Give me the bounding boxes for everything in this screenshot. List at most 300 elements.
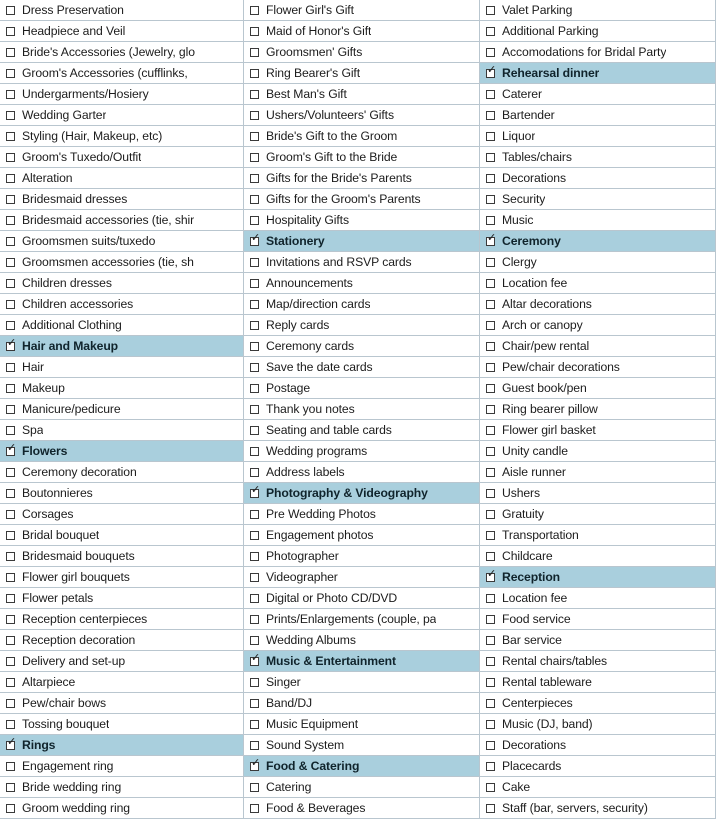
checkbox-icon[interactable] — [6, 552, 15, 561]
checkbox-icon[interactable] — [6, 531, 15, 540]
checklist-row[interactable] — [244, 798, 480, 819]
checked-checkbox-icon[interactable] — [6, 741, 15, 750]
checklist-row[interactable] — [480, 294, 716, 315]
checkbox-icon[interactable] — [486, 678, 495, 687]
checklist-item-label: Postage — [266, 381, 311, 395]
checklist-item-label: Hair and Makeup — [22, 339, 119, 353]
checklist-item-label: Guest book/pen — [502, 381, 587, 395]
checkbox-icon[interactable] — [6, 657, 15, 666]
checkbox-icon[interactable] — [6, 720, 15, 729]
checkbox-icon[interactable] — [486, 426, 495, 435]
checklist-row[interactable] — [244, 336, 480, 357]
checklist-row[interactable] — [244, 105, 480, 126]
checklist-row[interactable] — [0, 231, 244, 252]
checklist-row[interactable] — [480, 588, 716, 609]
checkbox-icon[interactable] — [6, 573, 15, 582]
checklist-row[interactable] — [244, 630, 480, 651]
checklist-item-label: Chair/pew rental — [502, 339, 590, 353]
checkbox-icon[interactable] — [6, 258, 15, 267]
checkbox-icon[interactable] — [6, 510, 15, 519]
checklist-item-label: Reception centerpieces — [22, 612, 148, 626]
checkbox-icon[interactable] — [6, 195, 15, 204]
checklist-row[interactable] — [244, 0, 480, 21]
checklist-row[interactable] — [244, 462, 480, 483]
checklist-item-label: Accomodations for Bridal Party — [502, 45, 667, 59]
checkbox-icon[interactable] — [6, 678, 15, 687]
checklist-item-label: Ceremony cards — [266, 339, 355, 353]
checklist-row[interactable] — [0, 84, 244, 105]
checklist-row[interactable] — [244, 735, 480, 756]
checklist-row[interactable] — [244, 189, 480, 210]
checklist-row[interactable] — [480, 189, 716, 210]
checklist-item-label: Ring bearer pillow — [502, 402, 598, 416]
checklist-item-label: Invitations and RSVP cards — [266, 255, 412, 269]
checklist-row[interactable] — [244, 378, 480, 399]
checkbox-icon[interactable] — [486, 174, 495, 183]
checkbox-icon[interactable] — [486, 195, 495, 204]
checklist-row[interactable] — [480, 483, 716, 504]
checklist-row[interactable] — [0, 147, 244, 168]
checklist-row[interactable] — [244, 63, 480, 84]
checkbox-icon[interactable] — [6, 237, 15, 246]
checklist-item-label: Photographer — [266, 549, 339, 563]
checklist-item-label: Prints/Enlargements (couple, pa — [266, 612, 437, 626]
checkbox-icon[interactable] — [6, 27, 15, 36]
checklist-row[interactable] — [480, 630, 716, 651]
checkbox-icon[interactable] — [250, 195, 259, 204]
checklist-row[interactable] — [0, 378, 244, 399]
checkbox-icon[interactable] — [6, 279, 15, 288]
checkbox-icon[interactable] — [486, 552, 495, 561]
checklist-row[interactable] — [244, 714, 480, 735]
checkbox-icon[interactable] — [486, 510, 495, 519]
checkbox-icon[interactable] — [6, 90, 15, 99]
checklist-section-header[interactable] — [480, 231, 716, 252]
checkbox-icon[interactable] — [250, 804, 259, 813]
checklist-row[interactable] — [480, 273, 716, 294]
checklist-item-label: Wedding Albums — [266, 633, 356, 647]
checkbox-icon[interactable] — [486, 6, 495, 15]
checkbox-icon[interactable] — [250, 573, 259, 582]
checkbox-icon[interactable] — [486, 216, 495, 225]
checkbox-icon[interactable] — [250, 300, 259, 309]
checkbox-icon[interactable] — [6, 300, 15, 309]
checkbox-icon[interactable] — [6, 363, 15, 372]
checkbox-icon[interactable] — [486, 300, 495, 309]
checklist-item-label: Maid of Honor's Gift — [266, 24, 372, 38]
checkbox-icon[interactable] — [250, 174, 259, 183]
checklist-item-label: Corsages — [22, 507, 74, 521]
checklist-item-label: Transportation — [502, 528, 579, 542]
checklist-item-label: Aisle runner — [502, 465, 566, 479]
checkbox-icon[interactable] — [486, 720, 495, 729]
checklist-row[interactable] — [244, 525, 480, 546]
checkbox-icon[interactable] — [486, 657, 495, 666]
checkbox-icon[interactable] — [6, 699, 15, 708]
checklist-item-label: Music & Entertainment — [266, 654, 396, 668]
checkbox-icon[interactable] — [250, 447, 259, 456]
checklist-item-label: Pew/chair bows — [22, 696, 106, 710]
checklist-row[interactable] — [244, 672, 480, 693]
checklist-row[interactable] — [480, 798, 716, 819]
checklist-row[interactable] — [480, 252, 716, 273]
checklist-row[interactable] — [480, 441, 716, 462]
checkbox-icon[interactable] — [486, 615, 495, 624]
checkbox-icon[interactable] — [250, 321, 259, 330]
checkbox-icon[interactable] — [6, 762, 15, 771]
checklist-row[interactable] — [0, 189, 244, 210]
checklist-row[interactable] — [0, 630, 244, 651]
checklist-item-label: Flower petals — [22, 591, 94, 605]
checkbox-icon[interactable] — [486, 804, 495, 813]
checklist-row[interactable] — [0, 651, 244, 672]
checked-checkbox-icon[interactable] — [486, 237, 495, 246]
checklist-section-header[interactable] — [0, 441, 244, 462]
checkbox-icon[interactable] — [6, 636, 15, 645]
checklist-item-label: Clergy — [502, 255, 537, 269]
checklist-row[interactable] — [244, 609, 480, 630]
checklist-row[interactable] — [244, 315, 480, 336]
checklist-row[interactable] — [244, 567, 480, 588]
checklist-row[interactable] — [0, 567, 244, 588]
checkbox-icon[interactable] — [250, 678, 259, 687]
checklist-item-label: Digital or Photo CD/DVD — [266, 591, 398, 605]
checklist-row[interactable] — [0, 294, 244, 315]
checklist-row[interactable] — [480, 399, 716, 420]
checklist-row[interactable] — [244, 399, 480, 420]
checklist-row[interactable] — [0, 252, 244, 273]
checkbox-icon[interactable] — [6, 384, 15, 393]
checkbox-icon[interactable] — [486, 783, 495, 792]
checkbox-icon[interactable] — [250, 510, 259, 519]
checkbox-icon[interactable] — [486, 489, 495, 498]
checklist-item-label: Bar service — [502, 633, 562, 647]
checklist-row[interactable] — [0, 693, 244, 714]
checkbox-icon[interactable] — [250, 405, 259, 414]
checklist-row[interactable] — [0, 42, 244, 63]
checkbox-icon[interactable] — [6, 111, 15, 120]
checklist-item-label: Ring Bearer's Gift — [266, 66, 360, 80]
checkbox-icon[interactable] — [486, 258, 495, 267]
checked-checkbox-icon[interactable] — [250, 762, 259, 771]
checkbox-icon[interactable] — [486, 342, 495, 351]
checkbox-icon[interactable] — [250, 552, 259, 561]
checklist-row[interactable] — [244, 693, 480, 714]
checkbox-icon[interactable] — [250, 48, 259, 57]
checklist-item-label: Singer — [266, 675, 301, 689]
checkbox-icon[interactable] — [6, 615, 15, 624]
checkbox-icon[interactable] — [486, 27, 495, 36]
checklist-row[interactable] — [480, 84, 716, 105]
checkbox-icon[interactable] — [250, 27, 259, 36]
checklist-row[interactable] — [0, 714, 244, 735]
checklist-item-label: Dress Preservation — [22, 3, 124, 17]
checkbox-icon[interactable] — [6, 153, 15, 162]
checkbox-icon[interactable] — [486, 384, 495, 393]
checkbox-icon[interactable] — [486, 405, 495, 414]
checklist-row[interactable] — [480, 609, 716, 630]
checklist-item-label: Groom wedding ring — [22, 801, 130, 815]
checklist-item-label: Styling (Hair, Makeup, etc) — [22, 129, 163, 143]
checkbox-icon[interactable] — [250, 720, 259, 729]
checklist-row[interactable] — [244, 588, 480, 609]
checklist-row[interactable] — [0, 420, 244, 441]
checklist-row[interactable] — [0, 462, 244, 483]
checklist-row[interactable] — [480, 777, 716, 798]
checklist-row[interactable] — [0, 63, 244, 84]
checklist-row[interactable] — [244, 420, 480, 441]
checklist-row[interactable] — [0, 21, 244, 42]
checklist-item-label: Groomsmen suits/tuxedo — [22, 234, 156, 248]
checklist-item-label: Arch or canopy — [502, 318, 583, 332]
checklist-row[interactable] — [0, 777, 244, 798]
checklist-row[interactable] — [0, 168, 244, 189]
checkbox-icon[interactable] — [486, 762, 495, 771]
checklist-row[interactable] — [0, 315, 244, 336]
checked-checkbox-icon[interactable] — [6, 342, 15, 351]
checkbox-icon[interactable] — [250, 153, 259, 162]
checklist-row[interactable] — [0, 0, 244, 21]
checkbox-icon[interactable] — [486, 741, 495, 750]
checklist-item-label: Undergarments/Hosiery — [22, 87, 149, 101]
checkbox-icon[interactable] — [250, 216, 259, 225]
checkbox-icon[interactable] — [486, 111, 495, 120]
checklist-row[interactable] — [0, 273, 244, 294]
checkbox-icon[interactable] — [486, 531, 495, 540]
checklist-row[interactable] — [480, 315, 716, 336]
checkbox-icon[interactable] — [6, 132, 15, 141]
checklist-row[interactable] — [0, 105, 244, 126]
checklist-item-label: Videographer — [266, 570, 338, 584]
checklist-row[interactable] — [480, 504, 716, 525]
checklist-item-label: Ceremony — [502, 234, 561, 248]
checkbox-icon[interactable] — [250, 615, 259, 624]
checklist-section-header[interactable] — [0, 735, 244, 756]
checklist-row[interactable] — [244, 294, 480, 315]
checkbox-icon[interactable] — [250, 6, 259, 15]
checklist-item-label: Wedding programs — [266, 444, 368, 458]
checklist-row[interactable] — [244, 777, 480, 798]
checkbox-icon[interactable] — [486, 468, 495, 477]
checkbox-icon[interactable] — [250, 111, 259, 120]
checkbox-icon[interactable] — [250, 342, 259, 351]
checklist-item-label: Flower girl bouquets — [22, 570, 130, 584]
checkbox-icon[interactable] — [486, 153, 495, 162]
checklist-row[interactable] — [244, 147, 480, 168]
checklist-row[interactable] — [244, 504, 480, 525]
checklist-row[interactable] — [0, 546, 244, 567]
checklist-row[interactable] — [480, 420, 716, 441]
checklist-row[interactable] — [480, 126, 716, 147]
checklist-item-label: Makeup — [22, 381, 65, 395]
checklist-section-header[interactable] — [244, 651, 480, 672]
checklist-row[interactable] — [244, 84, 480, 105]
checklist-row[interactable] — [480, 0, 716, 21]
checklist-item-label: Music — [502, 213, 534, 227]
checked-checkbox-icon[interactable] — [250, 489, 259, 498]
checklist-item-label: Tables/chairs — [502, 150, 572, 164]
checkbox-icon[interactable] — [250, 699, 259, 708]
checked-checkbox-icon[interactable] — [486, 69, 495, 78]
checklist-item-label: Gratuity — [502, 507, 544, 521]
checklist-section-header[interactable] — [0, 336, 244, 357]
checklist-row[interactable] — [480, 357, 716, 378]
checklist-row[interactable] — [244, 42, 480, 63]
checkbox-icon[interactable] — [250, 384, 259, 393]
checklist-row[interactable] — [480, 147, 716, 168]
checkbox-icon[interactable] — [250, 594, 259, 603]
checklist-row[interactable] — [244, 252, 480, 273]
checklist-row[interactable] — [244, 273, 480, 294]
checkbox-icon[interactable] — [486, 699, 495, 708]
checkbox-icon[interactable] — [486, 636, 495, 645]
checkbox-icon[interactable] — [6, 804, 15, 813]
checklist-row[interactable] — [244, 126, 480, 147]
checklist-row[interactable] — [0, 483, 244, 504]
checklist-row[interactable] — [480, 21, 716, 42]
checklist-item-label: Tossing bouquet — [22, 717, 110, 731]
checklist-section-header[interactable] — [244, 756, 480, 777]
checklist-item-label: Cake — [502, 780, 531, 794]
checklist-row[interactable] — [0, 798, 244, 819]
checklist-item-label: Groom's Gift to the Bride — [266, 150, 398, 164]
checkbox-icon[interactable] — [250, 363, 259, 372]
checkbox-icon[interactable] — [6, 489, 15, 498]
checkbox-icon[interactable] — [6, 405, 15, 414]
checkbox-icon[interactable] — [486, 321, 495, 330]
checklist-item-label: Ushers/Volunteers' Gifts — [266, 108, 394, 122]
checklist-item-label: Band/DJ — [266, 696, 313, 710]
checklist-section-header[interactable] — [480, 567, 716, 588]
checkbox-icon[interactable] — [486, 90, 495, 99]
checklist-row[interactable] — [480, 525, 716, 546]
checklist-item-label: Liquor — [502, 129, 536, 143]
checkbox-icon[interactable] — [6, 69, 15, 78]
checkbox-icon[interactable] — [250, 783, 259, 792]
checked-checkbox-icon[interactable] — [250, 657, 259, 666]
checklist-row[interactable] — [480, 336, 716, 357]
checkbox-icon[interactable] — [486, 363, 495, 372]
checklist-item-label: Manicure/pedicure — [22, 402, 121, 416]
checklist-section-header[interactable] — [244, 483, 480, 504]
checklist-item-label: Bridesmaid bouquets — [22, 549, 135, 563]
checklist-item-label: Seating and table cards — [266, 423, 392, 437]
checklist-row[interactable] — [480, 105, 716, 126]
checklist-row[interactable] — [244, 21, 480, 42]
checklist-item-label: Caterer — [502, 87, 542, 101]
checkbox-icon[interactable] — [250, 531, 259, 540]
checklist-row[interactable] — [480, 714, 716, 735]
checkbox-icon[interactable] — [250, 279, 259, 288]
checkbox-icon[interactable] — [6, 48, 15, 57]
checkbox-icon[interactable] — [486, 279, 495, 288]
checklist-item-label: Gifts for the Bride's Parents — [266, 171, 412, 185]
checkbox-icon[interactable] — [250, 69, 259, 78]
checklist-item-label: Placecards — [502, 759, 562, 773]
checklist-row[interactable] — [480, 42, 716, 63]
checkbox-icon[interactable] — [6, 594, 15, 603]
checkbox-icon[interactable] — [250, 468, 259, 477]
checklist-item-label: Boutonnieres — [22, 486, 93, 500]
checklist-item-label: Gifts for the Groom's Parents — [266, 192, 421, 206]
checklist-item-label: Sound System — [266, 738, 345, 752]
checklist-row[interactable] — [244, 357, 480, 378]
checklist-item-label: Rental chairs/tables — [502, 654, 608, 668]
checkbox-icon[interactable] — [6, 321, 15, 330]
checklist-row[interactable] — [480, 651, 716, 672]
checklist-row[interactable] — [0, 525, 244, 546]
checklist-row[interactable] — [0, 756, 244, 777]
checklist-row[interactable] — [0, 672, 244, 693]
checklist-row[interactable] — [244, 168, 480, 189]
checkbox-icon[interactable] — [6, 426, 15, 435]
checklist-item-label: Bridal bouquet — [22, 528, 100, 542]
checkbox-icon[interactable] — [6, 783, 15, 792]
checklist-row[interactable] — [480, 210, 716, 231]
checklist-row[interactable] — [480, 672, 716, 693]
checked-checkbox-icon[interactable] — [486, 573, 495, 582]
checklist-item-label: Best Man's Gift — [266, 87, 347, 101]
checklist-item-label: Children accessories — [22, 297, 134, 311]
checklist-section-header[interactable] — [244, 231, 480, 252]
checklist-row[interactable] — [480, 693, 716, 714]
checklist-item-label: Music (DJ, band) — [502, 717, 593, 731]
checklist-item-label: Engagement ring — [22, 759, 114, 773]
checklist-section-header[interactable] — [480, 63, 716, 84]
checkbox-icon[interactable] — [486, 447, 495, 456]
checklist-row[interactable] — [244, 441, 480, 462]
checkbox-icon[interactable] — [250, 90, 259, 99]
checklist-row[interactable] — [0, 210, 244, 231]
checklist-row[interactable] — [244, 546, 480, 567]
checklist-row[interactable] — [480, 378, 716, 399]
checklist-item-label: Groom's Accessories (cufflinks, — [22, 66, 188, 80]
checklist-item-label: Location fee — [502, 591, 568, 605]
checklist-row[interactable] — [480, 168, 716, 189]
checked-checkbox-icon[interactable] — [250, 237, 259, 246]
checklist-row[interactable] — [0, 504, 244, 525]
checklist-row[interactable] — [244, 210, 480, 231]
checklist-item-label: Bride's Accessories (Jewelry, glo — [22, 45, 195, 59]
checked-checkbox-icon[interactable] — [6, 447, 15, 456]
checkbox-icon[interactable] — [250, 741, 259, 750]
checkbox-icon[interactable] — [6, 174, 15, 183]
checklist-item-label: Rings — [22, 738, 56, 752]
checkbox-icon[interactable] — [250, 636, 259, 645]
checklist-row[interactable] — [0, 588, 244, 609]
checklist-row[interactable] — [480, 756, 716, 777]
checklist-row[interactable] — [480, 462, 716, 483]
checkbox-icon[interactable] — [486, 48, 495, 57]
checklist-row[interactable] — [0, 357, 244, 378]
checklist-row[interactable] — [0, 126, 244, 147]
checkbox-icon[interactable] — [486, 594, 495, 603]
checklist-row[interactable] — [0, 609, 244, 630]
checkbox-icon[interactable] — [486, 132, 495, 141]
checkbox-icon[interactable] — [6, 6, 15, 15]
checkbox-icon[interactable] — [6, 216, 15, 225]
checklist-item-label: Music Equipment — [266, 717, 358, 731]
checkbox-icon[interactable] — [250, 132, 259, 141]
checklist-row[interactable] — [480, 735, 716, 756]
checkbox-icon[interactable] — [250, 426, 259, 435]
checkbox-icon[interactable] — [250, 258, 259, 267]
checklist-item-label: Delivery and set-up — [22, 654, 126, 668]
checklist-row[interactable] — [480, 546, 716, 567]
checkbox-icon[interactable] — [6, 468, 15, 477]
checklist-row[interactable] — [0, 399, 244, 420]
checklist-item-label: Wedding Garter — [22, 108, 107, 122]
